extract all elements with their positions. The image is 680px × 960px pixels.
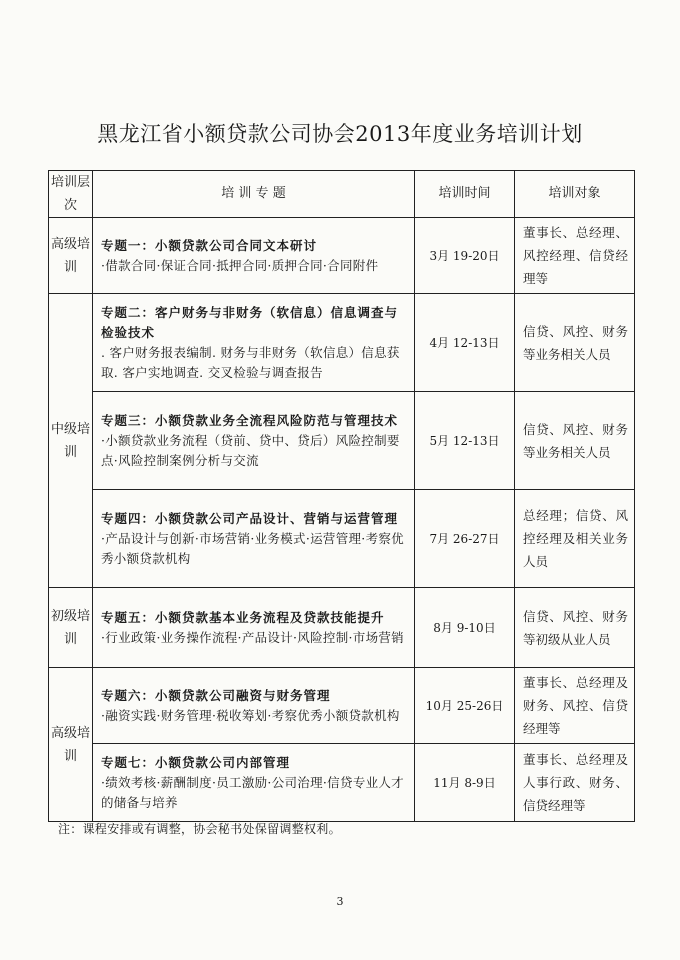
training-plan-table [48, 170, 635, 822]
page-number: 3 [336, 895, 344, 908]
table-row [49, 294, 635, 392]
document-title: 黑龙江省小额贷款公司协会2013年度业务培训计划 [97, 122, 583, 146]
level-cell-middle: 中级培训 [49, 294, 93, 588]
topic-items: ·行业政策·业务操作流程·产品设计·风险控制·市场营销 [101, 629, 404, 645]
topic-cell [93, 490, 415, 588]
target-cell: 信贷、风控、财务等业务相关人员 [515, 294, 635, 392]
topic-items: ·融资实践·财务管理·税收筹划·考察优秀小额贷款机构 [101, 707, 400, 723]
topic-cell [93, 588, 415, 668]
time-cell: 3月 19-20日 [415, 218, 515, 294]
topic-title: 专题二：客户财务与非财务（软信息）信息调查与检验技术 [101, 304, 399, 340]
topic-title: 专题七：小额贷款公司内部管理 [101, 754, 291, 770]
time-cell: 4月 12-13日 [415, 294, 515, 392]
table-row [49, 668, 635, 744]
topic-items: ·小额贷款业务流程（贷前、贷中、贷后）风险控制要点·风险控制案例分析与交流 [101, 432, 400, 468]
topic-items: . 客户财务报表编制. 财务与非财务（软信息）信息获取. 客户实地调查. 交叉检验与调查报告 [101, 344, 400, 380]
header-topic: 培 训 专 题 [93, 171, 415, 218]
time-cell: 10月 25-26日 [415, 668, 515, 744]
table-row [49, 588, 635, 668]
header-level: 培训层次 [49, 171, 93, 218]
time-cell: 5月 12-13日 [415, 392, 515, 490]
time-cell: 7月 26-27日 [415, 490, 515, 588]
time-cell: 11月 8-9日 [415, 744, 515, 822]
topic-cell [93, 668, 415, 744]
table-row [49, 490, 635, 588]
level-cell-advanced: 高级培训 [49, 668, 93, 822]
target-cell: 董事长、总经理及财务、风控、信贷经理等 [515, 668, 635, 744]
topic-cell [93, 744, 415, 822]
topic-items: ·绩效考核·薪酬制度·员工激励·公司治理·信贷专业人才的储备与培养 [101, 774, 404, 810]
time-cell: 8月 9-10日 [415, 588, 515, 668]
topic-title: 专题一：小额贷款公司合同文本研讨 [101, 237, 318, 253]
table-row [49, 392, 635, 490]
target-cell: 信贷、风控、财务等业务相关人员 [515, 392, 635, 490]
footnote: 注：课程安排或有调整，协会秘书处保留调整权利。 [58, 822, 341, 836]
target-cell: 信贷、风控、财务等初级从业人员 [515, 588, 635, 668]
level-cell-junior: 初级培训 [49, 588, 93, 668]
table-header-row [49, 171, 635, 218]
topic-title: 专题四：小额贷款公司产品设计、营销与运营管理 [101, 510, 399, 526]
header-time: 培训时间 [415, 171, 515, 218]
header-target: 培训对象 [515, 171, 635, 218]
topic-items: ·借款合同·保证合同·抵押合同·质押合同·合同附件 [101, 257, 379, 273]
level-cell-advanced: 高级培训 [49, 218, 93, 294]
topic-cell [93, 392, 415, 490]
topic-cell [93, 218, 415, 294]
topic-title: 专题三：小额贷款业务全流程风险防范与管理技术 [101, 412, 399, 428]
target-cell: 董事长、总经理、风控经理、信贷经理等 [515, 218, 635, 294]
topic-items: ·产品设计与创新·市场营销·业务模式·运营管理·考察优秀小额贷款机构 [101, 530, 404, 566]
topic-title: 专题五：小额贷款基本业务流程及贷款技能提升 [101, 609, 385, 625]
table-row [49, 218, 635, 294]
table-row [49, 744, 635, 822]
topic-title: 专题六：小额贷款公司融资与财务管理 [101, 687, 331, 703]
target-cell: 董事长、总经理及人事行政、财务、信贷经理等 [515, 744, 635, 822]
target-cell: 总经理；信贷、风控经理及相关业务人员 [515, 490, 635, 588]
topic-cell [93, 294, 415, 392]
